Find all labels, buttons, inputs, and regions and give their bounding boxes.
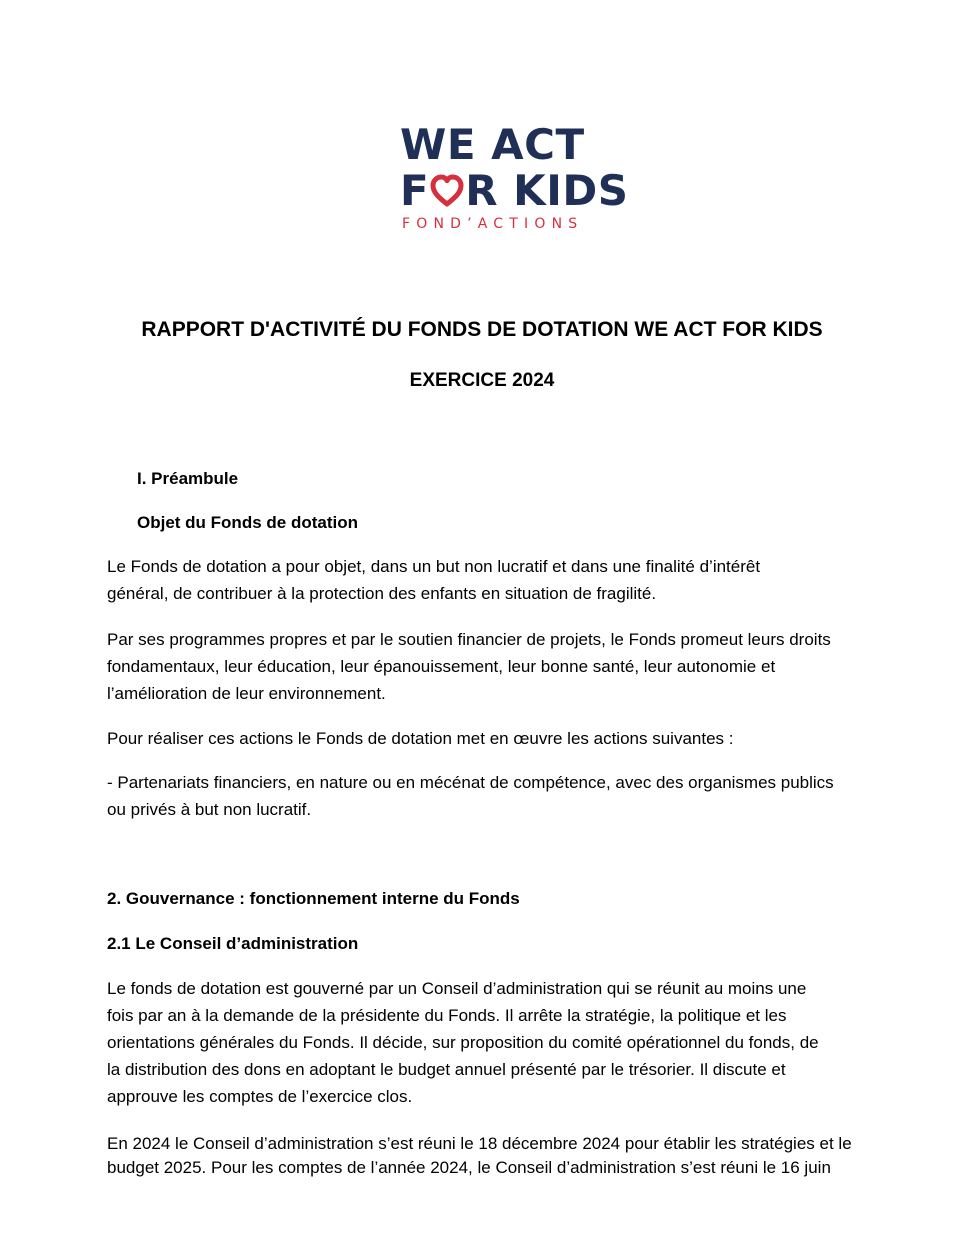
logo-line2-end: R KIDS	[465, 166, 629, 215]
text-line: général, de contribuer à la protection des enfants en situation de fragilité.	[107, 584, 657, 603]
logo-line2-start: F	[400, 166, 430, 215]
heart-icon	[430, 174, 464, 208]
text-line: Par ses programmes propres et par le soutien financier de projets, le Fonds promeut leurs droits	[107, 630, 831, 649]
document-subtitle: EXERCICE 2024	[409, 370, 555, 391]
text-line: fois par an à la demande de la présidente du Fonds. Il arrête la stratégie, la politique et les	[107, 1006, 787, 1025]
text-line: fondamentaux, leur éducation, leur épanouissement, leur bonne santé, leur autonomie et	[107, 657, 776, 676]
logo-line1: WE ACT	[400, 120, 585, 169]
section2-subheading: 2.1 Le Conseil d’administration	[107, 934, 359, 953]
text-line: Le Fonds de dotation a pour objet, dans un but non lucratif et dans une finalité d’intérêt	[107, 557, 761, 576]
section2-paragraph-2	[107, 1132, 852, 1180]
section1-heading: I. Préambule	[137, 469, 239, 488]
section1-paragraph-1	[107, 553, 760, 607]
text-line: la distribution des dons en adoptant le budget annuel présenté par le trésorier. Il discute et	[107, 1060, 786, 1079]
text-line: Le fonds de dotation est gouverné par un Conseil d’administration qui se réunit au moins une	[107, 979, 807, 998]
logo-line2	[400, 168, 628, 214]
document-title: RAPPORT D'ACTIVITÉ DU FONDS DE DOTATION WE ACT FOR KIDS	[141, 318, 823, 341]
we-act-for-kids-logo	[400, 120, 629, 242]
section1-subheading: Objet du Fonds de dotation	[137, 513, 358, 532]
text-line: budget 2025. Pour les comptes de l’année 2024, le Conseil d’administration s’est réuni le 16 juin	[107, 1158, 831, 1177]
text-line: - Partenariats financiers, en nature ou en mécénat de compétence, avec des organismes publics	[107, 773, 834, 792]
text-line: approuve les comptes de l’exercice clos.	[107, 1087, 413, 1106]
section2-paragraph-1	[107, 975, 819, 1110]
text-line: orientations générales du Fonds. Il décide, sur proposition du comité opérationnel du fonds, de	[107, 1033, 819, 1052]
section2-heading: 2. Gouvernance : fonctionnement interne du Fonds	[107, 889, 520, 908]
text-line: ou privés à but non lucratif.	[107, 800, 312, 819]
text-line: l’amélioration de leur environnement.	[107, 684, 386, 703]
section1-paragraph-3: Pour réaliser ces actions le Fonds de dotation met en œuvre les actions suivantes :	[107, 729, 734, 748]
section1-paragraph-4	[107, 769, 834, 823]
text-line: En 2024 le Conseil d’administration s’est réuni le 18 décembre 2024 pour établir les stratégies et le	[107, 1134, 852, 1153]
section1-paragraph-2	[107, 626, 831, 707]
logo-tagline: FOND’ACTIONS	[402, 216, 584, 232]
